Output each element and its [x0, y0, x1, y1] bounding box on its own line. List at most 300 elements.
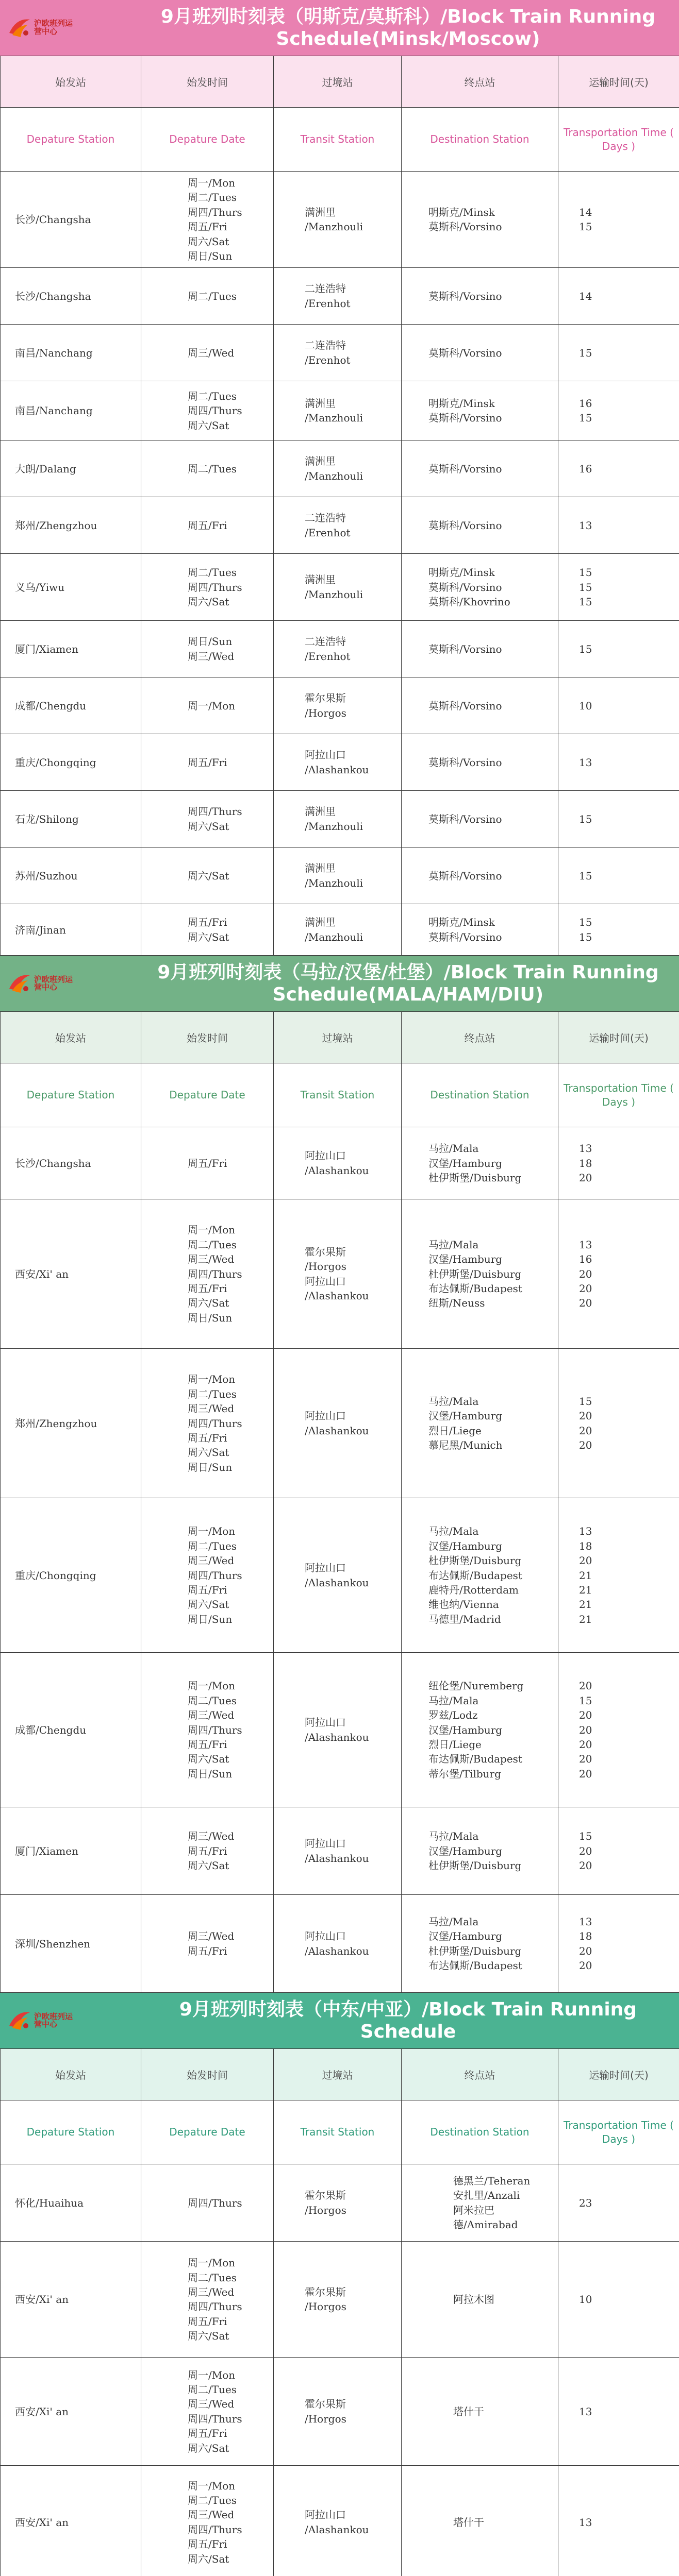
date-cell	[141, 1895, 274, 1993]
days-cell	[558, 1349, 679, 1498]
cell-line: 20	[579, 1753, 592, 1766]
column-header-cn: 始发站	[1, 1012, 141, 1063]
cell-line: 南昌/Nanchang	[15, 346, 93, 359]
cell-line: 20	[579, 1844, 592, 1857]
table-row	[1, 2358, 679, 2466]
table-row	[1, 2164, 679, 2242]
date-cell	[141, 1199, 274, 1349]
cell-line: 明斯克/Minsk	[428, 916, 495, 929]
column-header-en: Depature Date	[141, 2100, 274, 2164]
cell-line: /Erenhot	[305, 297, 351, 310]
days-cell	[558, 2164, 679, 2242]
cell-line: 周六/Sat	[188, 1753, 229, 1766]
cell-line: 义乌/Yiwu	[15, 581, 64, 594]
column-header-cn: 运输时间(天)	[558, 1012, 679, 1063]
schedule-table	[0, 1011, 679, 1993]
cell-line: 周六/Sat	[188, 235, 229, 248]
transit-cell	[274, 621, 402, 677]
cell-line: 南昌/Nanchang	[15, 404, 93, 417]
column-header-cn: 运输时间(天)	[558, 2049, 679, 2100]
cell-line: 周二/Tues	[188, 462, 237, 475]
origin-cell	[1, 621, 141, 677]
table-row	[1, 381, 679, 440]
date-cell	[141, 1807, 274, 1895]
cell-line: 莫斯科/Vorsino	[428, 519, 502, 532]
origin-cell	[1, 2358, 141, 2466]
destination-cell	[402, 677, 558, 734]
destination-cell	[402, 497, 558, 554]
cell-line: 满洲里	[305, 805, 336, 818]
cell-line: 21	[579, 1598, 592, 1611]
cell-line: 西安/Xi' an	[15, 2405, 69, 2418]
cell-line: 20	[579, 1410, 592, 1422]
cell-line: 16	[579, 462, 592, 475]
cell-line: 周一/Mon	[188, 1680, 236, 1692]
cell-line: 马拉/Mala	[428, 1916, 479, 1928]
cell-line: 二连浩特	[305, 512, 346, 524]
schedule-section-minsk-moscow	[0, 0, 679, 956]
table-row	[1, 440, 679, 497]
column-header-en: Transportation Time ( Days )	[558, 1063, 679, 1127]
date-cell	[141, 2358, 274, 2466]
transit-cell	[274, 734, 402, 791]
days-cell	[558, 904, 679, 956]
cell-line: 15	[579, 566, 592, 579]
header-row-chinese	[1, 1012, 679, 1063]
origin-cell	[1, 497, 141, 554]
cell-line: 周六/Sat	[188, 2552, 229, 2565]
cell-line: 汉堡/Hamburg	[428, 1844, 503, 1857]
cell-line: 维也纳/Vienna	[428, 1598, 499, 1611]
section-banner	[0, 956, 679, 1011]
header-row-chinese	[1, 56, 679, 108]
cell-line: 周二/Tues	[188, 2494, 237, 2507]
column-header-cn: 过境站	[274, 2049, 402, 2100]
cell-line: 周五/Fri	[188, 2538, 227, 2551]
cell-line: 周日/Sun	[188, 1767, 233, 1780]
cell-line: 15	[579, 812, 592, 825]
cell-line: 阿拉山口	[305, 1275, 346, 1287]
destination-cell	[402, 791, 558, 848]
cell-line: /Erenhot	[305, 526, 351, 539]
column-header-en: Destination Station	[402, 2100, 558, 2164]
cell-line: 20	[579, 1709, 592, 1722]
cell-line: 纽斯/Neuss	[428, 1297, 485, 1310]
cell-line: 莫斯科/Vorsino	[428, 812, 502, 825]
cell-line: 汉堡/Hamburg	[428, 1539, 503, 1552]
days-cell	[558, 440, 679, 497]
cell-line: 周二/Tues	[188, 1539, 237, 1552]
cell-line: 西安/Xi' an	[15, 2293, 69, 2306]
origin-cell	[1, 1895, 141, 1993]
origin-cell	[1, 440, 141, 497]
origin-cell	[1, 1127, 141, 1199]
cell-line: 10	[579, 2293, 592, 2306]
transit-cell	[274, 2242, 402, 2358]
cell-line: 满洲里	[305, 573, 336, 586]
origin-cell	[1, 1199, 141, 1349]
cell-line: 13	[579, 1525, 592, 1538]
cell-line: 马德里/Madrid	[428, 1613, 501, 1625]
cell-line: 苏州/Suzhou	[15, 869, 78, 882]
cell-line: 周六/Sat	[188, 869, 229, 882]
destination-cell	[402, 325, 558, 381]
header-row-english	[1, 1063, 679, 1127]
column-header-en: Destination Station	[402, 108, 558, 172]
origin-cell	[1, 677, 141, 734]
cell-line: 21	[579, 1584, 592, 1597]
destination-cell	[402, 734, 558, 791]
cell-line: 罗兹/Lodz	[428, 1709, 478, 1722]
cell-line: 周一/Mon	[188, 699, 236, 712]
cell-line: 15	[579, 916, 592, 929]
cell-line: 周五/Fri	[188, 1282, 227, 1295]
cell-line: 成都/Chengdu	[15, 699, 87, 712]
cell-line: 周三/Wed	[188, 2509, 235, 2521]
cell-line: 长沙/Changsha	[15, 213, 91, 226]
cell-line: 14	[579, 206, 592, 218]
cell-line: 18	[579, 1930, 592, 1943]
cell-line: 周一/Mon	[188, 2479, 236, 2492]
cell-line: 15	[579, 1395, 592, 1408]
cell-line: 塔什干	[453, 2516, 484, 2529]
cell-line: /Manzhouli	[305, 588, 363, 601]
days-cell	[558, 1807, 679, 1895]
cell-line: 明斯克/Minsk	[428, 206, 495, 218]
company-logo	[7, 12, 79, 43]
transit-cell	[274, 2358, 402, 2466]
destination-cell	[402, 2164, 558, 2242]
cell-line: 莫斯科/Vorsino	[428, 221, 502, 233]
cell-line: /Alashankou	[305, 763, 369, 776]
cell-line: /Manzhouli	[305, 469, 363, 482]
days-cell	[558, 2466, 679, 2576]
cell-line: 21	[579, 1569, 592, 1582]
cell-line: 周六/Sat	[188, 820, 229, 833]
cell-line: 周三/Wed	[188, 1709, 235, 1722]
train-logo-icon	[7, 2007, 32, 2034]
cell-line: 厦门/Xiamen	[15, 1844, 78, 1857]
destination-cell	[402, 1807, 558, 1895]
cell-line: 莫斯科/Vorsino	[428, 581, 502, 594]
destination-cell	[402, 848, 558, 904]
days-cell	[558, 848, 679, 904]
transit-cell	[274, 1349, 402, 1498]
cell-line: 周六/Sat	[188, 419, 229, 432]
cell-line: 周日/Sun	[188, 1613, 233, 1625]
days-cell	[558, 1653, 679, 1807]
days-cell	[558, 497, 679, 554]
transit-cell	[274, 1807, 402, 1895]
cell-line: 霍尔果斯	[305, 2285, 346, 2298]
column-header-cn: 终点站	[402, 2049, 558, 2100]
cell-line: 周六/Sat	[188, 1446, 229, 1459]
column-header-cn: 始发站	[1, 56, 141, 108]
cell-line: 周六/Sat	[188, 2330, 229, 2343]
cell-line: 周一/Mon	[188, 1224, 236, 1236]
origin-cell	[1, 172, 141, 268]
cell-line: 周五/Fri	[188, 2427, 227, 2440]
column-header-en: Depature Station	[1, 108, 141, 172]
transit-cell	[274, 791, 402, 848]
cell-line: 厦门/Xiamen	[15, 642, 78, 655]
column-header-en: Transit Station	[274, 2100, 402, 2164]
cell-line: 西安/Xi' an	[15, 2516, 69, 2529]
cell-line: 烈日/Liege	[428, 1424, 482, 1437]
cell-line: 阿拉山口	[305, 1716, 346, 1729]
date-cell	[141, 325, 274, 381]
date-cell	[141, 734, 274, 791]
cell-line: 15	[579, 642, 592, 655]
origin-cell	[1, 1807, 141, 1895]
cell-line: 15	[579, 221, 592, 233]
cell-line: 马拉/Mala	[428, 1142, 479, 1155]
cell-line: 大朗/Dalang	[15, 462, 76, 475]
cell-line: /Manzhouli	[305, 412, 363, 425]
cell-line: 周四/Thurs	[188, 2300, 242, 2313]
table-row	[1, 1199, 679, 1349]
cell-line: /Manzhouli	[305, 820, 363, 833]
header-row-english	[1, 2100, 679, 2164]
cell-line: 20	[579, 1680, 592, 1692]
cell-line: 周日/Sun	[188, 1311, 233, 1324]
destination-cell	[402, 1199, 558, 1349]
date-cell	[141, 268, 274, 325]
table-row	[1, 172, 679, 268]
cell-line: 23	[579, 2196, 592, 2209]
cell-line: /Alashankou	[305, 1852, 369, 1865]
company-logo	[7, 968, 79, 999]
days-cell	[558, 2242, 679, 2358]
transit-cell	[274, 497, 402, 554]
cell-line: 20	[579, 1282, 592, 1295]
date-cell	[141, 554, 274, 621]
cell-line: 鹿特丹/Rotterdam	[428, 1584, 519, 1597]
origin-cell	[1, 554, 141, 621]
section-banner	[0, 0, 679, 56]
transit-cell	[274, 848, 402, 904]
transit-cell	[274, 172, 402, 268]
days-cell	[558, 1199, 679, 1349]
cell-line: 周三/Wed	[188, 1253, 235, 1266]
days-cell	[558, 677, 679, 734]
cell-line: 周六/Sat	[188, 1859, 229, 1872]
cell-line: 周六/Sat	[188, 596, 229, 608]
cell-line: 马拉/Mala	[428, 1525, 479, 1538]
cell-line: 阿拉山口	[305, 1149, 346, 1162]
cell-line: 20	[579, 1738, 592, 1751]
cell-line: 汉堡/Hamburg	[428, 1723, 503, 1736]
cell-line: 安扎里/Anzali	[453, 2189, 520, 2202]
cell-line: 杜伊斯堡/Duisburg	[428, 1554, 522, 1567]
table-row	[1, 677, 679, 734]
origin-cell	[1, 2164, 141, 2242]
days-cell	[558, 1895, 679, 1993]
destination-cell	[402, 268, 558, 325]
cell-line: 周三/Wed	[188, 2398, 235, 2411]
cell-line: 明斯克/Minsk	[428, 566, 495, 579]
table-row	[1, 1498, 679, 1653]
cell-line: 周二/Tues	[188, 1387, 237, 1400]
train-logo-icon	[7, 970, 32, 997]
cell-line: 满洲里	[305, 397, 336, 410]
origin-cell	[1, 1349, 141, 1498]
cell-line: 周四/Thurs	[188, 2523, 242, 2536]
cell-line: 德黑兰/Teheran	[453, 2175, 531, 2188]
cell-line: /Manzhouli	[305, 876, 363, 889]
schedule-table	[0, 56, 679, 956]
cell-line: 郑州/Zhengzhou	[15, 519, 97, 532]
cell-line: 成都/Chengdu	[15, 1723, 87, 1736]
cell-line: 纽伦堡/Nuremberg	[428, 1680, 524, 1692]
cell-line: 莫斯科/Vorsino	[428, 462, 502, 475]
cell-line: 杜伊斯堡/Duisburg	[428, 1944, 522, 1957]
cell-line: 20	[579, 1554, 592, 1567]
transit-cell	[274, 1127, 402, 1199]
column-header-en: Transit Station	[274, 108, 402, 172]
table-row	[1, 904, 679, 956]
cell-line: 16	[579, 397, 592, 410]
days-cell	[558, 2358, 679, 2466]
cell-line: 周二/Tues	[188, 2383, 237, 2396]
section-banner	[0, 1993, 679, 2048]
transit-cell	[274, 554, 402, 621]
cell-line: 周二/Tues	[188, 566, 237, 579]
cell-line: 长沙/Changsha	[15, 290, 91, 302]
transit-cell	[274, 1895, 402, 1993]
column-header-cn: 始发时间	[141, 1012, 274, 1063]
cell-line: /Alashankou	[305, 1424, 369, 1437]
cell-line: 周三/Wed	[188, 2285, 235, 2298]
cell-line: 周四/Thurs	[188, 206, 242, 218]
table-row	[1, 325, 679, 381]
logo-text: 沪欧班列运营中心	[34, 974, 73, 992]
days-cell	[558, 1498, 679, 1653]
table-row	[1, 268, 679, 325]
days-cell	[558, 268, 679, 325]
destination-cell	[402, 1653, 558, 1807]
column-header-en: Transportation Time ( Days )	[558, 2100, 679, 2164]
origin-cell	[1, 904, 141, 956]
cell-line: 周五/Fri	[188, 1944, 227, 1957]
transit-cell	[274, 2466, 402, 2576]
cell-line: 布达佩斯/Budapest	[428, 1282, 522, 1295]
cell-line: 阿拉木图	[453, 2293, 494, 2306]
table-row	[1, 2242, 679, 2358]
date-cell	[141, 848, 274, 904]
cell-line: 周五/Fri	[188, 1844, 227, 1857]
date-cell	[141, 677, 274, 734]
date-cell	[141, 1653, 274, 1807]
cell-line: 阿拉山口	[305, 1410, 346, 1422]
destination-cell	[402, 2466, 558, 2576]
cell-line: 周四/Thurs	[188, 1723, 242, 1736]
destination-cell	[402, 554, 558, 621]
cell-line: 阿拉山口	[305, 1930, 346, 1943]
cell-line: 阿米拉巴德/Amirabad	[453, 2204, 518, 2231]
cell-line: 莫斯科/Vorsino	[428, 756, 502, 769]
cell-line: 20	[579, 1172, 592, 1184]
days-cell	[558, 621, 679, 677]
cell-line: 莫斯科/Vorsino	[428, 290, 502, 302]
origin-cell	[1, 2242, 141, 2358]
cell-line: 莫斯科/Khovrino	[428, 596, 510, 608]
cell-line: 石龙/Shilong	[15, 812, 79, 825]
cell-line: 周一/Mon	[188, 177, 236, 189]
transit-cell	[274, 325, 402, 381]
origin-cell	[1, 268, 141, 325]
cell-line: 满洲里	[305, 206, 336, 218]
cell-line: 莫斯科/Vorsino	[428, 412, 502, 425]
destination-cell	[402, 1127, 558, 1199]
cell-line: 15	[579, 346, 592, 359]
transit-cell	[274, 2164, 402, 2242]
cell-line: 汉堡/Hamburg	[428, 1410, 503, 1422]
cell-line: /Alashankou	[305, 1290, 369, 1302]
cell-line: 长沙/Changsha	[15, 1157, 91, 1170]
origin-cell	[1, 325, 141, 381]
date-cell	[141, 2466, 274, 2576]
table-row	[1, 621, 679, 677]
days-cell	[558, 1127, 679, 1199]
cell-line: /Horgos	[305, 2412, 346, 2425]
cell-line: 周四/Thurs	[188, 581, 242, 594]
table-row	[1, 848, 679, 904]
cell-line: 济南/Jinan	[15, 923, 66, 936]
cell-line: /Horgos	[305, 1260, 346, 1273]
cell-line: 莫斯科/Vorsino	[428, 699, 502, 712]
cell-line: 周五/Fri	[188, 519, 227, 532]
column-header-en: Transit Station	[274, 1063, 402, 1127]
cell-line: 周五/Fri	[188, 1584, 227, 1597]
cell-line: 塔什干	[453, 2405, 484, 2418]
cell-line: 10	[579, 699, 592, 712]
cell-line: 周六/Sat	[188, 930, 229, 943]
destination-cell	[402, 440, 558, 497]
cell-line: 布达佩斯/Budapest	[428, 1959, 522, 1972]
cell-line: 18	[579, 1539, 592, 1552]
cell-line: 阿拉山口	[305, 2509, 346, 2521]
date-cell	[141, 381, 274, 440]
origin-cell	[1, 381, 141, 440]
cell-line: 汉堡/Hamburg	[428, 1157, 503, 1170]
cell-line: 15	[579, 1830, 592, 1843]
cell-line: 周四/Thurs	[188, 1267, 242, 1280]
transit-cell	[274, 677, 402, 734]
cell-line: 莫斯科/Vorsino	[428, 869, 502, 882]
header-row-english	[1, 108, 679, 172]
cell-line: 周六/Sat	[188, 1297, 229, 1310]
cell-line: 二连浩特	[305, 635, 346, 648]
cell-line: 周二/Tues	[188, 2271, 237, 2284]
days-cell	[558, 554, 679, 621]
days-cell	[558, 381, 679, 440]
column-header-cn: 始发时间	[141, 2049, 274, 2100]
table-row	[1, 1807, 679, 1895]
cell-line: 阿拉山口	[305, 1562, 346, 1574]
date-cell	[141, 1498, 274, 1653]
table-row	[1, 1349, 679, 1498]
logo-text: 沪欧班列运营中心	[34, 19, 73, 36]
cell-line: /Erenhot	[305, 650, 351, 663]
cell-line: 满洲里	[305, 862, 336, 875]
days-cell	[558, 172, 679, 268]
table-row	[1, 554, 679, 621]
cell-line: 周四/Thurs	[188, 404, 242, 417]
cell-line: 马拉/Mala	[428, 1238, 479, 1251]
cell-line: 马拉/Mala	[428, 1395, 479, 1408]
cell-line: 20	[579, 1267, 592, 1280]
